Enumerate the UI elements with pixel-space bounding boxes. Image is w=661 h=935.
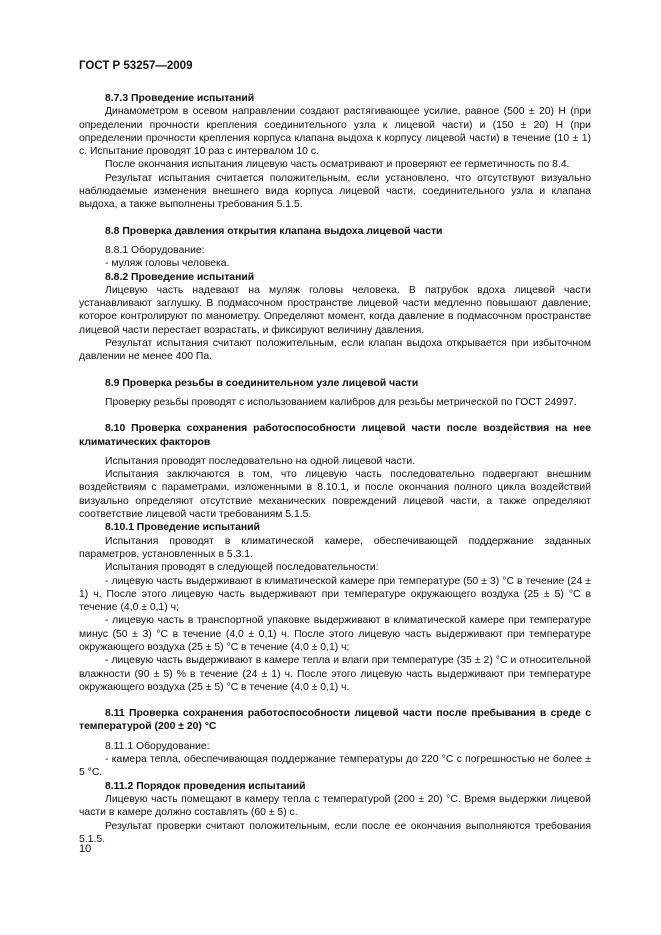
body-paragraph: Испытания проводят последовательно на одной лицевой части. — [105, 455, 416, 467]
list-item: - лицевую часть в транспортной упаковке выдерживают в климатической камере при температуре минус (50 ± 3) °С в течение (4,0 ± 0,1) ч. После этого лицевую часть выдерживают при температуре окружающего воздуха (25 ± 5) °С в течение (4,0 ± 0,1) ч; — [79, 615, 591, 653]
body-paragraph: Лицевую часть надевают на муляж головы человека. В патрубок вдоха лицевой части устанавливают заглушку. В подмасочном пространстве лицевой части медленно повышают давление, которое контролируют по манометру. Определяют момент, когда давление в подмасочном пространстве лицевой части перестает возрастать, и фиксируют величину давления. — [79, 284, 591, 336]
body-paragraph: Динамометром в осевом направлении создают растягивающее усилие, равное (500 ± 20) Н (при определении прочности крепления соединительного узла к лицевой части) и (150 ± 20) Н (при определении прочности крепления корпуса клапана выдоха к корпусу лицевой части) в течение (10 ± 1) с. Испытание проводят 10 раз с интервалом 10 с. — [79, 106, 591, 158]
body-paragraph: 8.11.1 Оборудование: — [105, 740, 210, 752]
section-heading: 8.11 Проверка сохранения работоспособности лицевой части после пребывания в среде с температурой (200 ± 20) °С — [79, 708, 591, 733]
subsection-heading: 8.7.3 Проведение испытаний — [105, 93, 255, 104]
body-paragraph: Результат испытания считают положительным, если клапан выдоха открывается при избыточном давлении не менее 400 Па. — [79, 338, 591, 363]
body-paragraph: После окончания испытания лицевую часть осматривают и проверяют ее герметичность по 8.4. — [105, 159, 570, 171]
page-number: 10 — [79, 843, 92, 855]
body-paragraph: Испытания проводят в следующей последовательности: — [105, 562, 379, 574]
body-paragraph: Результат проверки считают положительным, если после ее окончания выполняются требования 5.1.5. — [79, 820, 591, 845]
list-item: - камера тепла, обеспечивающая поддержание температуры до 220 °С с погрешностью не более ± 5 °С. — [79, 754, 591, 779]
document-body — [79, 92, 591, 846]
section-heading: 8.9 Проверка резьбы в соединительном узле лицевой части — [105, 377, 419, 389]
subsection-heading: 8.8.2 Проведение испытаний — [105, 271, 255, 283]
document-header: ГОСТ Р 53257—2009 — [79, 60, 193, 72]
body-paragraph: Испытания проводят в климатической камере, обеспечивающей поддержание заданных параметров, установленных в 5.3.1. — [79, 535, 591, 560]
body-paragraph: 8.8.1 Оборудование: — [105, 244, 205, 256]
list-item: - лицевую часть выдерживают в камере тепла и влаги при температуре (35 ± 2) °С и относительной влажности (90 ± 5) % в течение (24 ± 1) ч. После этого лицевую часть выдерживают при температуре окружающего воздуха (25 ± 5) °С в течение (4,0 ± 0,1) ч. — [79, 655, 591, 693]
subsection-heading: 8.11.2 Порядок проведения испытаний — [105, 780, 306, 792]
subsection-heading: 8.10.1 Проведение испытаний — [105, 522, 260, 534]
list-item: - лицевую часть выдерживают в климатической камере при температуре (50 ± 3) °С в течение (24 ± 1) ч. После этого лицевую часть выдерживают при температуре окружающего воздуха (25 ± 5) °С в течение (4,0 ± 0,1) ч; — [79, 575, 591, 614]
body-paragraph: Испытания заключаются в том, что лицевую часть последовательно подвергают внешним воздействиям с параметрами, изложенными в 8.10.1, и после окончания полного цикла воздействий визуально определяют отсутствие механических повреждений лицевой части, а также определяют соответствие лицевой части требованиям 5.1.5. — [79, 469, 591, 521]
body-paragraph: Проверку резьбы проводят с использованием калибров для резьбы метрической по ГОСТ 24997. — [105, 396, 577, 408]
list-item: - муляж головы человека. — [105, 258, 230, 270]
body-paragraph: Результат испытания считается положительным, если установлено, что отсутствуют визуально наблюдаемые изменения внешнего вида корпуса лицевой части, соединительного узла и клапана выдоха, а также выполнены требования 5.1.5. — [79, 172, 591, 211]
section-heading: 8.10 Проверка сохранения работоспособности лицевой части после воздействия на нее климатических факторов — [79, 423, 591, 448]
section-heading: 8.8 Проверка давления открытия клапана выдоха лицевой части — [105, 225, 443, 237]
body-paragraph: Лицевую часть помещают в камеру тепла с температурой (200 ± 20) °С. Время выдержки лицевой части в камере должно составлять (60 ± 5) с. — [79, 793, 591, 819]
